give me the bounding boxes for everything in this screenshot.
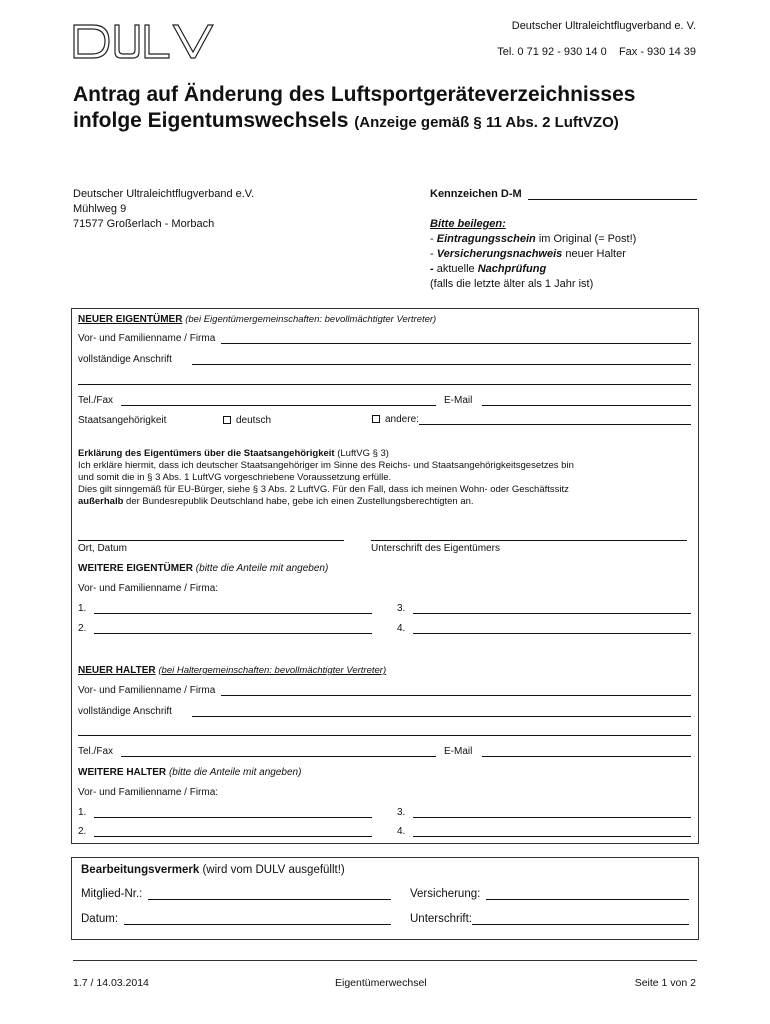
office-heading: Bearbeitungsvermerk (wird vom DULV ausgefüllt!)	[81, 864, 345, 876]
kennzeichen-label: Kennzeichen D-M	[430, 188, 522, 200]
owner-place-date-field[interactable]	[78, 540, 344, 541]
title-line-2-main: infolge Eigentumswechsels	[73, 109, 349, 132]
title-line-2-suffix: (Anzeige gemäß § 11 Abs. 2 LuftVZO)	[354, 114, 619, 131]
owner-email-field[interactable]	[482, 397, 691, 406]
declaration-line-1: Ich erkläre hiermit, dass ich deutscher Staatsangehöriger im Sinne des Reichs- und Staatsangehörigkeitsgesetzes bin	[78, 460, 574, 471]
owner-address-field[interactable]	[192, 356, 691, 365]
dulv-logo-graphic	[73, 22, 223, 62]
further-holders-heading: WEITERE HALTER (bitte die Anteile mit angeben)	[78, 767, 302, 778]
holder-phone-field[interactable]	[121, 748, 436, 757]
further-owner-1-field[interactable]	[94, 605, 372, 614]
address-line-2: Mühlweg 9	[73, 203, 127, 215]
address-line-1: Deutscher Ultraleichtflugverband e.V.	[73, 188, 255, 200]
owner-signature-label: Unterschrift des Eigentümers	[371, 543, 500, 554]
owner-name-row	[78, 333, 691, 344]
office-insurance-label: Versicherung:	[410, 888, 481, 900]
kennzeichen-row	[430, 188, 697, 200]
footer-doc-name: Eigentümerwechsel	[335, 977, 427, 989]
further-owner-3-field[interactable]	[413, 605, 691, 614]
office-signature-field[interactable]	[472, 916, 689, 925]
declaration-line-3: Dies gilt sinngemäß für EU-Bürger, siehe § 3 Abs. 2 LuftVG. Für den Fall, dass ich meinen Wohn- oder Geschäftssitz	[78, 484, 569, 495]
owner-signature-field[interactable]	[371, 540, 687, 541]
holder-address-label: vollständige Anschrift	[78, 706, 172, 717]
attachment-item-2: - Versicherungsnachweis neuer Halter	[430, 248, 626, 260]
further-holder-2-row: 2.	[78, 826, 372, 837]
owner-email-label: E-Mail	[444, 395, 473, 406]
further-owners-heading: WEITERE EIGENTÜMER (bitte die Anteile mit angeben)	[78, 563, 329, 574]
footer-version: 1.7 / 14.03.2014	[73, 977, 149, 989]
title-line-1: Antrag auf Änderung des Luftsportgeräteverzeichnisses	[73, 83, 636, 106]
footer-page: Seite 1 von 2	[634, 977, 696, 989]
further-holders-name-label: Vor- und Familienname / Firma:	[78, 787, 219, 798]
nationality-german-option[interactable]: deutsch	[223, 414, 271, 427]
further-owners-name-label: Vor- und Familienname / Firma:	[78, 583, 219, 594]
attachment-item-4: (falls die letzte älter als 1 Jahr ist)	[430, 278, 594, 290]
other-checkbox[interactable]	[372, 415, 380, 423]
dulv-logo	[73, 22, 223, 62]
holder-name-row	[78, 685, 691, 696]
owner-address-row	[78, 354, 691, 365]
further-holder-3-row: 3.	[397, 807, 691, 818]
office-member-row	[81, 888, 391, 900]
owner-address-field-2[interactable]	[78, 384, 691, 385]
nationality-other-field[interactable]	[419, 416, 691, 425]
further-holder-4-field[interactable]	[413, 828, 691, 837]
owner-declaration	[78, 448, 693, 508]
owner-nationality-label: Staatsangehörigkeit	[78, 415, 167, 426]
office-member-label: Mitglied-Nr.:	[81, 888, 143, 900]
declaration-line-4: außerhalb der Bundesrepublik Deutschland habe, gebe ich einen Zustellungsberechtigten an.	[78, 496, 474, 507]
further-owner-1-row: 1.	[78, 603, 372, 614]
further-holder-1-field[interactable]	[94, 809, 372, 818]
office-insurance-field[interactable]	[486, 891, 689, 900]
owner-phone-label: Tel./Fax	[78, 395, 114, 406]
office-date-field[interactable]	[124, 916, 391, 925]
further-owner-4-field[interactable]	[413, 625, 691, 634]
address-line-3: 71577 Großerlach - Morbach	[73, 218, 215, 230]
office-date-row	[81, 913, 391, 925]
holder-email-row	[444, 746, 691, 757]
holder-email-field[interactable]	[482, 748, 691, 757]
holder-name-label: Vor- und Familienname / Firma	[78, 685, 216, 696]
holder-heading: NEUER HALTER (bei Haltergemeinschaften: bevollmächtigter Vertreter)	[78, 665, 387, 676]
title-line-2	[73, 108, 713, 136]
further-holder-1-row: 1.	[78, 807, 372, 818]
further-owner-3-row: 3.	[397, 603, 691, 614]
attachment-item-3: - aktuelle Nachprüfung	[430, 263, 547, 275]
declaration-heading: Erklärung des Eigentümers über die Staatsangehörigkeit (LuftVG § 3)	[78, 448, 389, 459]
page-title	[73, 82, 713, 136]
german-checkbox[interactable]	[223, 416, 231, 424]
owner-name-label: Vor- und Familienname / Firma	[78, 333, 216, 344]
recipient-address	[73, 187, 254, 232]
holder-phone-row	[78, 746, 436, 757]
office-date-label: Datum:	[81, 913, 119, 925]
office-member-field[interactable]	[148, 891, 391, 900]
owner-holder-section	[71, 308, 699, 844]
attachment-item-1: - Eintragungsschein im Original (= Post!)	[430, 233, 637, 245]
holder-email-label: E-Mail	[444, 746, 473, 757]
org-contact: Tel. 0 71 92 - 930 14 0 Fax - 930 14 39	[497, 46, 696, 58]
holder-phone-label: Tel./Fax	[78, 746, 114, 757]
attachments-heading: Bitte beilegen:	[430, 218, 506, 230]
further-holder-2-field[interactable]	[94, 828, 372, 837]
org-name: Deutscher Ultraleichtflugverband e. V.	[511, 20, 696, 32]
declaration-line-2: und somit die in § 3 Abs. 1 LuftVG vorgeschriebene Voraussetzung erfülle.	[78, 472, 392, 483]
owner-name-field[interactable]	[221, 335, 691, 344]
further-holder-4-row: 4.	[397, 826, 691, 837]
further-owner-2-row: 2.	[78, 623, 372, 634]
office-signature-row	[410, 913, 689, 925]
owner-email-row	[444, 395, 691, 406]
holder-address-field-2[interactable]	[78, 735, 691, 736]
owner-address-label: vollständige Anschrift	[78, 354, 172, 365]
kennzeichen-field[interactable]	[528, 191, 697, 200]
attachments-list	[430, 217, 636, 292]
owner-phone-row	[78, 395, 436, 406]
holder-address-row	[78, 706, 691, 717]
further-holder-3-field[interactable]	[413, 809, 691, 818]
further-owner-2-field[interactable]	[94, 625, 372, 634]
office-signature-label: Unterschrift:	[410, 913, 472, 925]
owner-phone-field[interactable]	[121, 397, 436, 406]
footer-divider	[73, 960, 697, 961]
owner-place-date-label: Ort, Datum	[78, 543, 127, 554]
nationality-other-option[interactable]: andere:	[372, 414, 691, 425]
further-owner-4-row: 4.	[397, 623, 691, 634]
owner-heading: NEUER EIGENTÜMER (bei Eigentümergemeinschaften: bevollmächtigter Vertreter)	[78, 314, 437, 325]
holder-name-field[interactable]	[221, 687, 691, 696]
holder-address-field[interactable]	[192, 708, 691, 717]
office-insurance-row	[410, 888, 689, 900]
